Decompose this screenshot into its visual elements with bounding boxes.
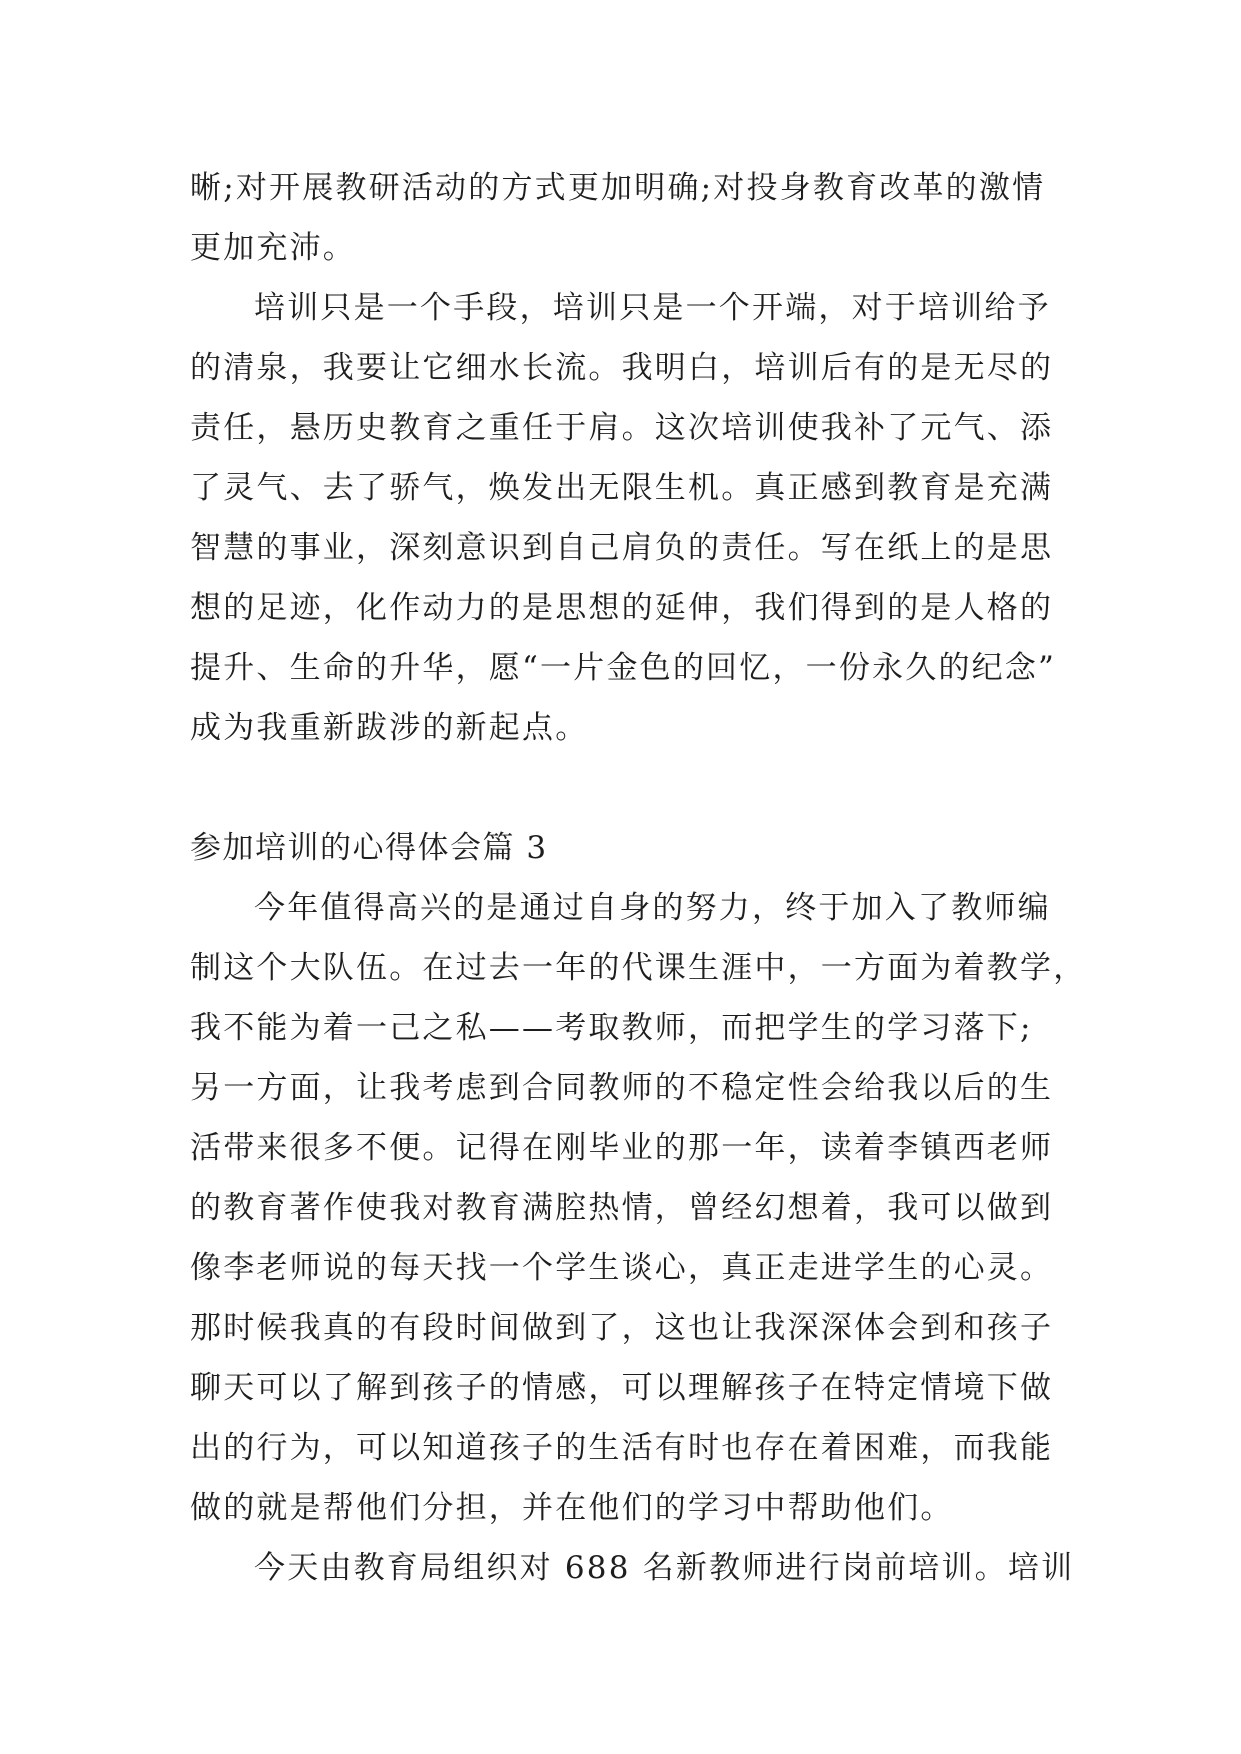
section-heading: 参加培训的心得体会篇 3 <box>190 830 548 866</box>
text-line: 晰;对开展教研活动的方式更加明确;对投身教育改革的激情 <box>190 170 1046 206</box>
text-line: 成为我重新跋涉的新起点。 <box>190 710 589 746</box>
paragraph-continuation <box>190 158 1050 278</box>
text-line: 聊天可以了解到孩子的情感，可以理解孩子在特定情境下做 <box>190 1370 1054 1406</box>
text-line: 今年值得高兴的是通过自身的努力，终于加入了教师编 <box>254 890 1051 926</box>
text-line: 的清泉，我要让它细水长流。我明白，培训后有的是无尽的 <box>190 350 1054 386</box>
paragraph <box>190 1538 1075 1598</box>
text-line: 活带来很多不便。记得在刚毕业的那一年，读着李镇西老师 <box>190 1130 1054 1166</box>
text-line: 想的足迹，化作动力的是思想的延伸，我们得到的是人格的 <box>190 590 1054 626</box>
text-line: 培训只是一个手段，培训只是一个开端，对于培训给予 <box>254 290 1051 326</box>
document-body <box>190 158 1087 1598</box>
text-line: 提升、生命的升华，愿“一片金色的回忆，一份永久的纪念” <box>190 650 1057 686</box>
text-line: 出的行为，可以知道孩子的生活有时也存在着困难，而我能 <box>190 1430 1054 1466</box>
text-line: 制这个大队伍。在过去一年的代课生涯中，一方面为着教学， <box>190 950 1087 986</box>
text-line: 更加充沛。 <box>190 230 356 266</box>
text-line: 像李老师说的每天找一个学生谈心，真正走进学生的心灵。 <box>190 1250 1054 1286</box>
text-line: 那时候我真的有段时间做到了，这也让我深深体会到和孩子 <box>190 1310 1054 1346</box>
text-line: 另一方面，让我考虑到合同教师的不稳定性会给我以后的生 <box>190 1070 1054 1106</box>
text-line: 责任，悬历史教育之重任于肩。这次培训使我补了元气、添 <box>190 410 1054 446</box>
text-line: 今天由教育局组织对 688 名新教师进行岗前培训。培训 <box>254 1550 1075 1586</box>
text-line: 我不能为着一己之私——考取教师，而把学生的学习落下; <box>190 1010 1033 1046</box>
text-line: 智慧的事业，深刻意识到自己肩负的责任。写在纸上的是思 <box>190 530 1054 566</box>
text-line: 了灵气、去了骄气，焕发出无限生机。真正感到教育是充满 <box>190 470 1054 506</box>
text-line: 的教育著作使我对教育满腔热情，曾经幻想着，我可以做到 <box>190 1190 1054 1226</box>
text-line: 做的就是帮他们分担，并在他们的学习中帮助他们。 <box>190 1490 954 1526</box>
paragraph <box>190 278 1057 758</box>
paragraph <box>190 878 1087 1538</box>
